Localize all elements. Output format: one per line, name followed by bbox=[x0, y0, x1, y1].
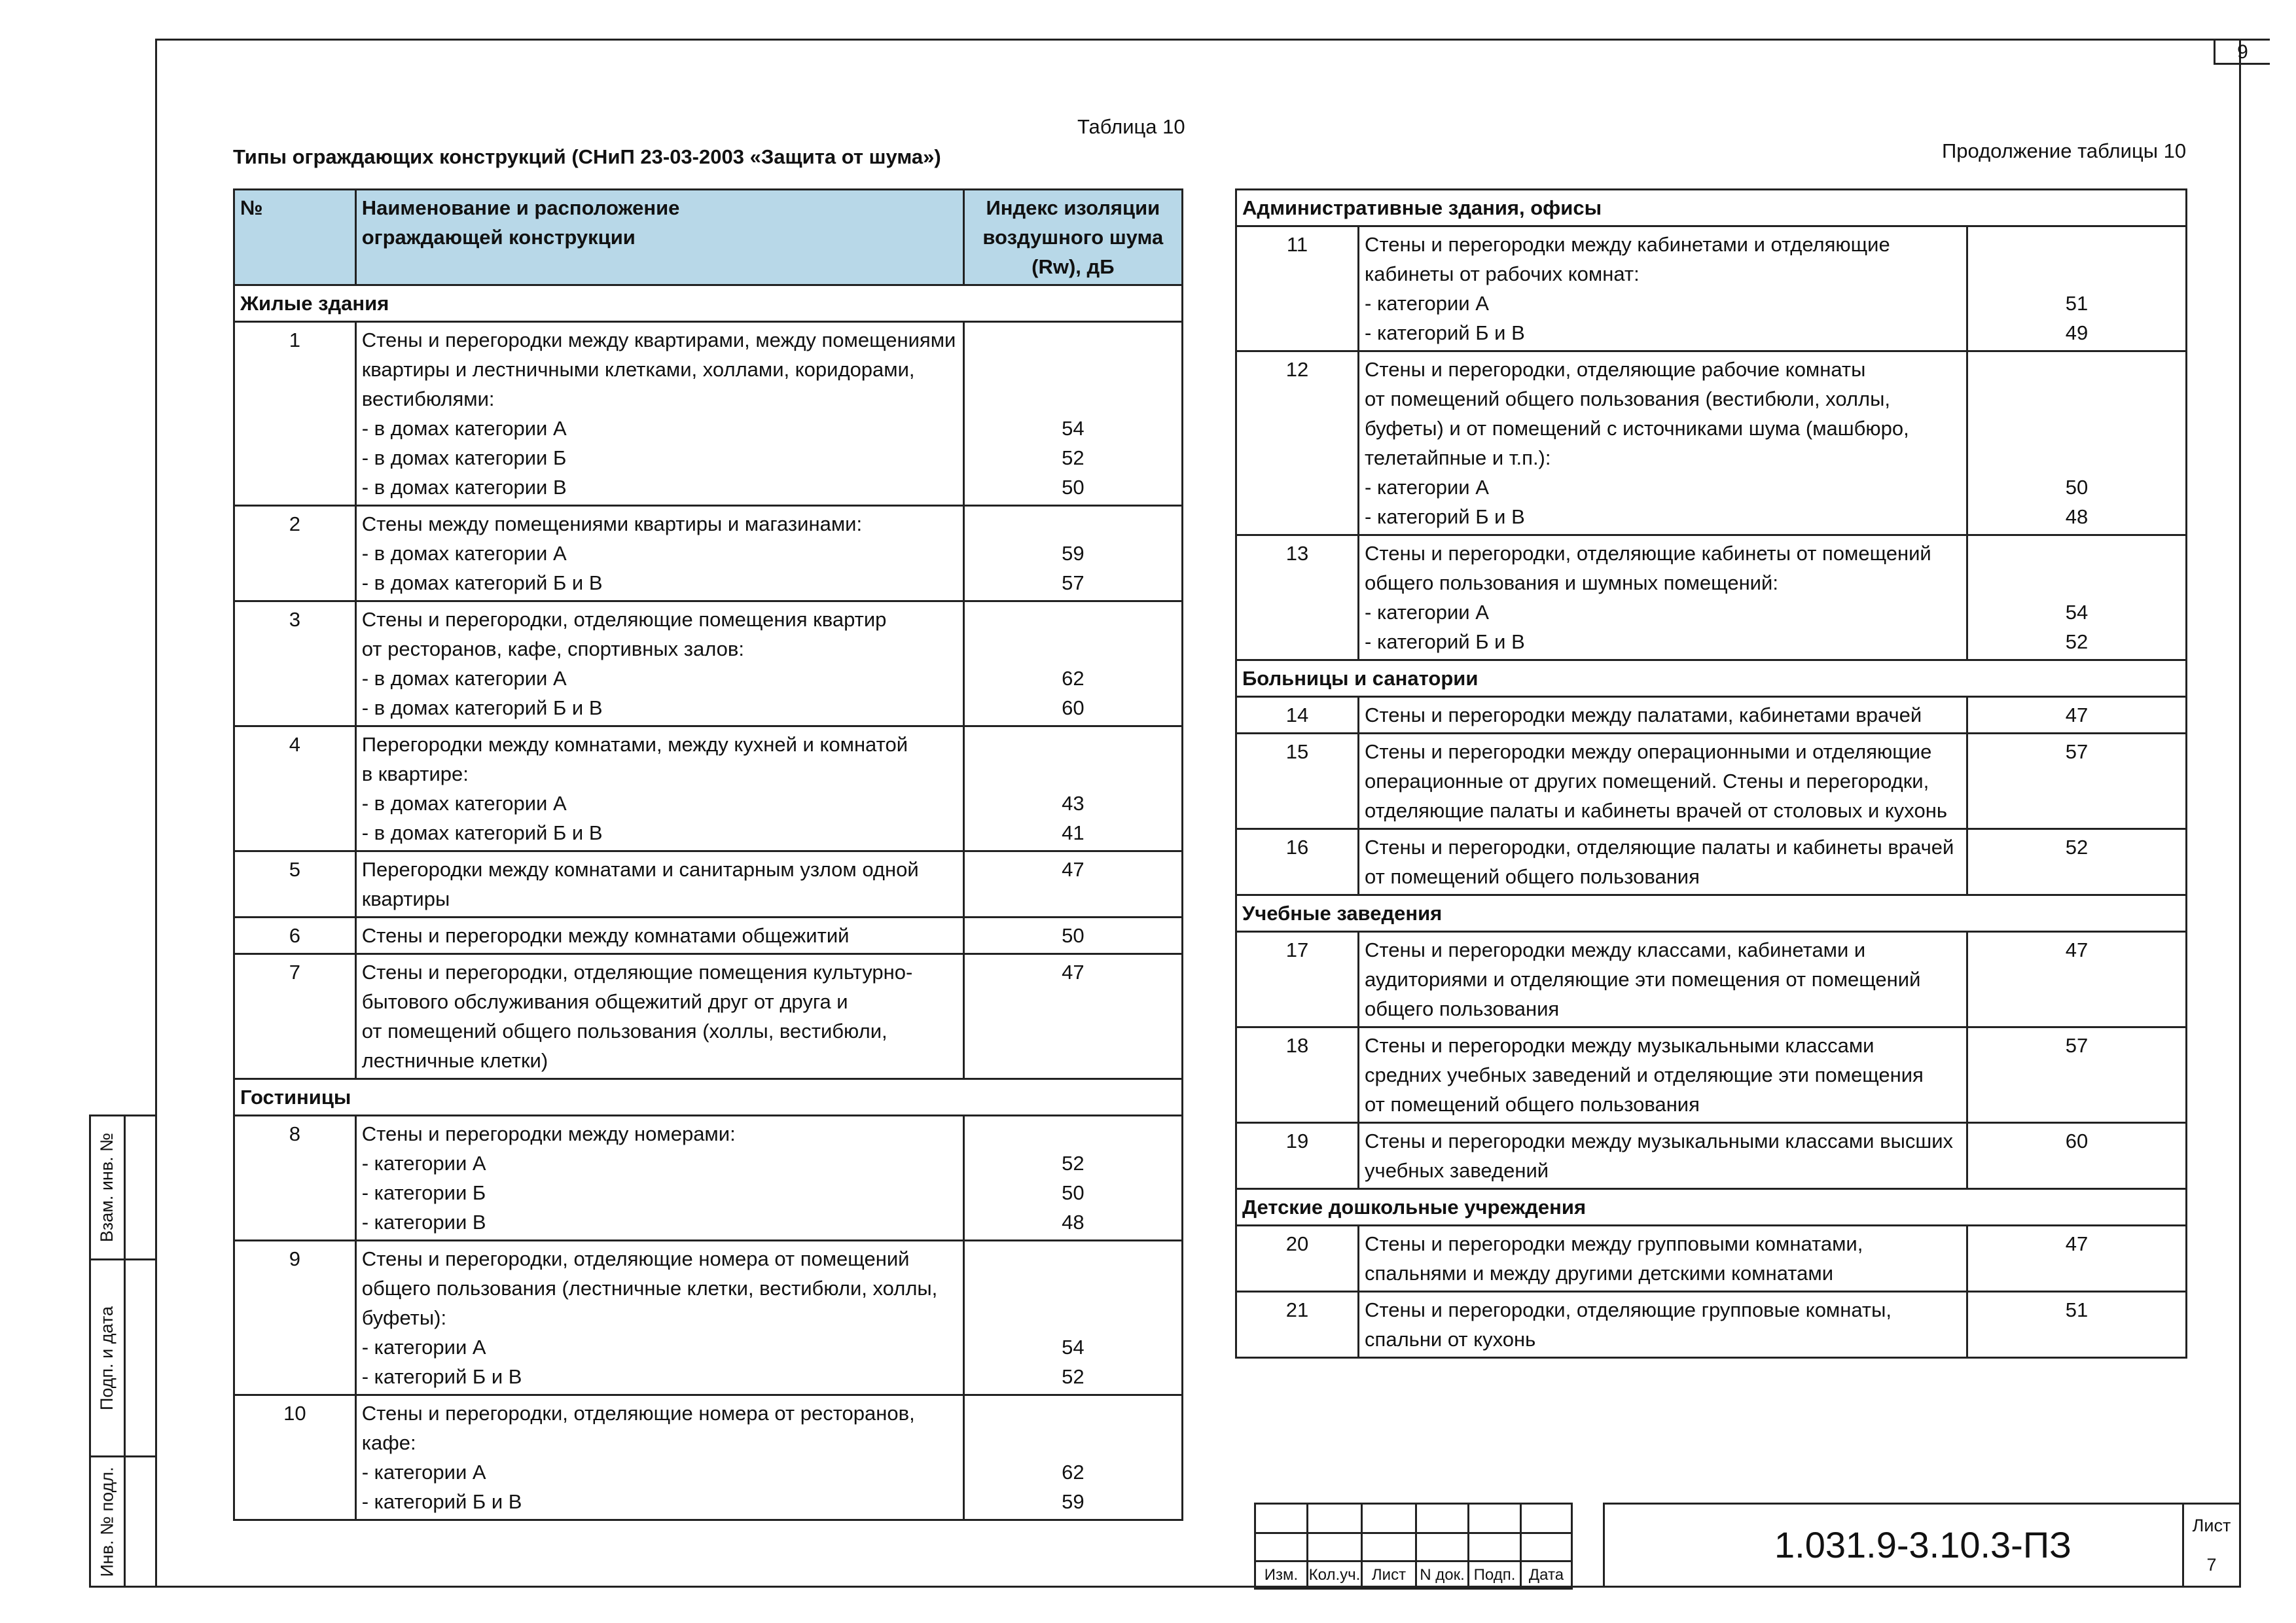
header-row bbox=[234, 190, 1183, 285]
description-line: кабинеты от рабочих комнат: bbox=[1365, 262, 1640, 285]
index-value bbox=[970, 759, 1176, 789]
row-description bbox=[1359, 829, 1967, 895]
description-line: Стены между помещениями квартиры и магазинами: bbox=[361, 512, 863, 535]
table-row bbox=[234, 1395, 1183, 1520]
index-value: 50 bbox=[1062, 1181, 1085, 1204]
noise-table-left bbox=[233, 188, 1183, 1521]
index-value bbox=[1973, 994, 2180, 1024]
row-index-value bbox=[963, 1395, 1182, 1520]
description-line: - в домах категории А bbox=[361, 417, 567, 440]
row-index-value bbox=[963, 954, 1182, 1079]
description-line: телетайпные и т.п.): bbox=[1365, 446, 1551, 469]
noise-table-right bbox=[1235, 188, 2187, 1359]
row-number: 5 bbox=[234, 851, 356, 918]
index-value: 54 bbox=[2065, 601, 2089, 624]
table-row bbox=[1236, 697, 2187, 734]
row-index-value bbox=[1967, 1123, 2186, 1189]
row-number: 9 bbox=[234, 1241, 356, 1395]
row-description bbox=[355, 1241, 963, 1395]
description-line: отделяющие палаты и кабинеты врачей от столовых и кухонь bbox=[1365, 799, 1947, 822]
row-index-value bbox=[963, 1241, 1182, 1395]
index-value: 50 bbox=[1062, 476, 1085, 499]
index-value: 60 bbox=[2065, 1130, 2089, 1152]
index-value: 48 bbox=[1062, 1211, 1085, 1234]
section-row bbox=[1236, 660, 2187, 697]
index-value bbox=[1973, 568, 2180, 597]
row-description bbox=[1359, 226, 1967, 351]
description-line: - в домах категорий Б и В bbox=[361, 571, 603, 594]
description-line: - в домах категорий Б и В bbox=[361, 696, 603, 719]
row-index-value bbox=[963, 726, 1182, 851]
index-value: 47 bbox=[1062, 961, 1085, 984]
title-block-cell bbox=[1415, 1503, 1469, 1534]
row-description bbox=[1359, 1292, 1967, 1358]
description-line: спальни от кухонь bbox=[1365, 1328, 1536, 1351]
table-row bbox=[1236, 1123, 2187, 1189]
description-line: - категории Б bbox=[361, 1181, 486, 1204]
description-line: - категории А bbox=[361, 1336, 486, 1359]
section-title: Больницы и санатории bbox=[1236, 660, 2187, 697]
row-description bbox=[355, 726, 963, 851]
index-value: 50 bbox=[2065, 476, 2089, 499]
section-title: Жилые здания bbox=[234, 285, 1183, 322]
description-line: - категорий Б и В bbox=[361, 1490, 522, 1513]
row-index-value bbox=[1967, 226, 2186, 351]
table-row bbox=[234, 918, 1183, 954]
description-line: Стены и перегородки между классами, кабинетами и bbox=[1365, 938, 1866, 961]
index-value bbox=[970, 1119, 1176, 1149]
index-value: 50 bbox=[1062, 924, 1085, 947]
description-line: - категорий Б и В bbox=[361, 1365, 522, 1388]
index-value bbox=[970, 634, 1176, 664]
description-line: - в домах категории В bbox=[361, 476, 567, 499]
index-value: 59 bbox=[1062, 542, 1085, 565]
index-value bbox=[970, 1244, 1176, 1274]
row-description bbox=[355, 1116, 963, 1241]
table-caption: Таблица 10 bbox=[1077, 115, 1185, 138]
description-line: операционные от других помещений. Стены и перегородки, bbox=[1365, 770, 1929, 793]
index-value bbox=[970, 1303, 1176, 1332]
title-block-label: Дата bbox=[1520, 1560, 1573, 1590]
description-line: спальнями и между другими детскими комнатами bbox=[1365, 1262, 1834, 1285]
row-number: 14 bbox=[1236, 697, 1359, 734]
sheet-label: Лист bbox=[2192, 1516, 2231, 1535]
row-number: 19 bbox=[1236, 1123, 1359, 1189]
table-row bbox=[1236, 734, 2187, 829]
index-value: 47 bbox=[2065, 704, 2089, 726]
description-line: в квартире: bbox=[361, 762, 469, 785]
index-value bbox=[1973, 1258, 2180, 1288]
table-row bbox=[234, 1116, 1183, 1241]
description-line: - категории А bbox=[1365, 476, 1489, 499]
section-title: Детские дошкольные учреждения bbox=[1236, 1189, 2187, 1226]
row-number: 18 bbox=[1236, 1027, 1359, 1123]
description-line: от помещений общего пользования bbox=[1365, 1093, 1700, 1116]
title-block-cell bbox=[1306, 1503, 1363, 1534]
description-line: Стены и перегородки, отделяющие рабочие комнаты bbox=[1365, 358, 1866, 381]
row-number: 10 bbox=[234, 1395, 356, 1520]
table-row bbox=[1236, 1027, 2187, 1123]
title-block-label: Изм. bbox=[1254, 1560, 1308, 1590]
description-line: общего пользования и шумных помещений: bbox=[1365, 571, 1778, 594]
index-value bbox=[1973, 965, 2180, 994]
index-value: 57 bbox=[2065, 740, 2089, 763]
index-value bbox=[970, 1016, 1176, 1046]
row-index-value bbox=[1967, 1292, 2186, 1358]
row-number: 3 bbox=[234, 601, 356, 726]
index-value: 52 bbox=[2065, 630, 2089, 653]
description-line: буфеты): bbox=[361, 1306, 447, 1329]
header-index bbox=[963, 190, 1182, 285]
row-index-value bbox=[1967, 535, 2186, 660]
right-table-body bbox=[1236, 190, 2187, 1358]
title-block bbox=[1254, 1503, 2241, 1588]
index-value: 62 bbox=[1062, 1461, 1085, 1484]
table-row bbox=[234, 1241, 1183, 1395]
description-line: квартиры bbox=[361, 887, 450, 910]
table-row bbox=[234, 601, 1183, 726]
row-description bbox=[1359, 535, 1967, 660]
row-description bbox=[1359, 1123, 1967, 1189]
stamp-podp-data-label: Подп. и дата bbox=[97, 1306, 117, 1410]
row-index-value bbox=[1967, 829, 2186, 895]
row-description bbox=[355, 322, 963, 506]
section-title: Учебные заведения bbox=[1236, 895, 2187, 932]
description-line: от помещений общего пользования (вестибюли, холлы, bbox=[1365, 387, 1890, 410]
row-index-value bbox=[963, 601, 1182, 726]
description-line: Стены и перегородки между комнатами общежитий bbox=[361, 924, 850, 947]
row-description bbox=[1359, 1027, 1967, 1123]
description-line: - в домах категории А bbox=[361, 542, 567, 565]
table-row bbox=[234, 726, 1183, 851]
description-line: Стены и перегородки, отделяющие палаты и кабинеты врачей bbox=[1365, 836, 1954, 859]
title-block-grid bbox=[1254, 1503, 1605, 1588]
row-index-value bbox=[963, 322, 1182, 506]
stamp-podp-data bbox=[89, 1258, 155, 1457]
header-index-line: Индекс изоляции bbox=[986, 196, 1160, 219]
description-line: Стены и перегородки между квартирами, между помещениями bbox=[361, 329, 956, 351]
index-value: 62 bbox=[1062, 667, 1085, 690]
row-index-value bbox=[1967, 932, 2186, 1027]
index-value bbox=[970, 1399, 1176, 1428]
section-row bbox=[234, 285, 1183, 322]
row-index-value bbox=[963, 851, 1182, 918]
description-line: - категории А bbox=[361, 1152, 486, 1175]
row-index-value bbox=[1967, 1226, 2186, 1292]
description-line: - категории А bbox=[1365, 601, 1489, 624]
index-value bbox=[970, 730, 1176, 759]
index-value: 52 bbox=[1062, 1365, 1085, 1388]
sheet-number: 7 bbox=[2206, 1555, 2217, 1575]
row-description bbox=[1359, 734, 1967, 829]
stamp-inv-vzam bbox=[89, 1115, 155, 1260]
description-line: Стены и перегородки, отделяющие номера от ресторанов, bbox=[361, 1402, 915, 1425]
description-line: - категории А bbox=[1365, 292, 1489, 315]
index-value bbox=[1973, 539, 2180, 568]
row-number: 2 bbox=[234, 506, 356, 601]
index-value bbox=[970, 1046, 1176, 1075]
description-line: вестибюлями: bbox=[361, 387, 495, 410]
table-row bbox=[234, 954, 1183, 1079]
index-value bbox=[970, 1274, 1176, 1303]
description-line: Стены и перегородки между операционными и отделяющие bbox=[1365, 740, 1932, 763]
left-table-body bbox=[234, 285, 1183, 1520]
row-number: 15 bbox=[1236, 734, 1359, 829]
index-value: 41 bbox=[1062, 821, 1085, 844]
index-value bbox=[1973, 355, 2180, 384]
index-value bbox=[970, 325, 1176, 355]
description-line: Стены и перегородки между номерами: bbox=[361, 1122, 736, 1145]
row-number: 16 bbox=[1236, 829, 1359, 895]
row-number: 1 bbox=[234, 322, 356, 506]
index-value bbox=[1973, 766, 2180, 796]
index-value bbox=[970, 987, 1176, 1016]
description-line: Стены и перегородки между музыкальными классами высших bbox=[1365, 1130, 1954, 1152]
index-value: 47 bbox=[2065, 1232, 2089, 1255]
index-value bbox=[1973, 259, 2180, 289]
title-block-cell bbox=[1361, 1503, 1417, 1534]
title-block-label: Лист bbox=[1361, 1560, 1417, 1590]
index-value bbox=[1973, 384, 2180, 414]
table-row bbox=[234, 851, 1183, 918]
title-block-cell bbox=[1520, 1532, 1573, 1562]
description-line: Перегородки между комнатами и санитарным узлом одной bbox=[361, 858, 919, 881]
index-value bbox=[1973, 796, 2180, 825]
description-line: - категорий Б и В bbox=[1365, 321, 1525, 344]
table-row bbox=[1236, 1226, 2187, 1292]
row-number: 11 bbox=[1236, 226, 1359, 351]
row-number: 17 bbox=[1236, 932, 1359, 1027]
description-line: Стены и перегородки, отделяющие групповые комнаты, bbox=[1365, 1298, 1892, 1321]
table-row bbox=[1236, 535, 2187, 660]
row-description bbox=[355, 851, 963, 918]
description-line: от помещений общего пользования bbox=[1365, 865, 1700, 888]
title-block-cell bbox=[1415, 1532, 1469, 1562]
section-row bbox=[1236, 190, 2187, 226]
description-line: - в домах категорий Б и В bbox=[361, 821, 603, 844]
description-line: средних учебных заведений и отделяющие эти помещения bbox=[1365, 1063, 1924, 1086]
row-index-value bbox=[963, 506, 1182, 601]
index-value: 57 bbox=[1062, 571, 1085, 594]
title-block-label: N док. bbox=[1415, 1560, 1469, 1590]
header-name-line: ограждающей конструкции bbox=[361, 226, 636, 249]
row-index-value bbox=[963, 918, 1182, 954]
index-value: 52 bbox=[1062, 1152, 1085, 1175]
section-title: Административные здания, офисы bbox=[1236, 190, 2187, 226]
index-value: 49 bbox=[2065, 321, 2089, 344]
index-value bbox=[1973, 1060, 2180, 1090]
row-number: 20 bbox=[1236, 1226, 1359, 1292]
row-description bbox=[355, 506, 963, 601]
stamp-inv-podl bbox=[89, 1455, 155, 1588]
table-row bbox=[1236, 1292, 2187, 1358]
document-code: 1.031.9-3.10.3-ПЗ bbox=[1774, 1524, 2072, 1565]
header-name-line: Наименование и расположение bbox=[361, 196, 680, 219]
index-value bbox=[970, 1428, 1176, 1457]
row-index-value bbox=[1967, 697, 2186, 734]
description-line: аудиториями и отделяющие эти помещения от помещений bbox=[1365, 968, 1921, 991]
description-line: от ресторанов, кафе, спортивных залов: bbox=[361, 637, 744, 660]
description-line: кафе: bbox=[361, 1431, 416, 1454]
top-sheet-number: 9 bbox=[2214, 39, 2270, 65]
header-index-line: (Rw), дБ bbox=[1031, 255, 1115, 278]
description-line: квартиры и лестничными клетками, холлами, коридорами, bbox=[361, 358, 915, 381]
description-line: Стены и перегородки, отделяющие помещения квартир bbox=[361, 608, 887, 631]
title-block-cell bbox=[1467, 1503, 1522, 1534]
continuation-caption: Продолжение таблицы 10 bbox=[1942, 139, 2187, 162]
table-row bbox=[1236, 932, 2187, 1027]
description-line: Перегородки между комнатами, между кухней и комнатой bbox=[361, 733, 908, 756]
stamp-inv-vzam-label: Взам. инв. № bbox=[97, 1132, 117, 1243]
index-value: 43 bbox=[1062, 792, 1085, 815]
description-line: бытового обслуживания общежитий друг от друга и bbox=[361, 990, 848, 1013]
description-line: - категории В bbox=[361, 1211, 486, 1234]
index-value: 54 bbox=[1062, 417, 1085, 440]
title-block-label: Подп. bbox=[1467, 1560, 1522, 1590]
index-value: 52 bbox=[2065, 836, 2089, 859]
description-line: Стены и перегородки, отделяющие номера от помещений bbox=[361, 1247, 910, 1270]
row-number: 4 bbox=[234, 726, 356, 851]
description-line: общего пользования (лестничные клетки, вестибюли, холлы, bbox=[361, 1277, 938, 1300]
table-row bbox=[1236, 351, 2187, 535]
row-index-value bbox=[1967, 734, 2186, 829]
index-value bbox=[970, 355, 1176, 384]
description-line: - в домах категории Б bbox=[361, 446, 567, 469]
table-row bbox=[1236, 829, 2187, 895]
section-row bbox=[1236, 895, 2187, 932]
index-value: 54 bbox=[1062, 1336, 1085, 1359]
index-value bbox=[1973, 862, 2180, 891]
index-value: 51 bbox=[2065, 1298, 2089, 1321]
row-description bbox=[355, 1395, 963, 1520]
table-row bbox=[1236, 226, 2187, 351]
index-value: 48 bbox=[2065, 505, 2089, 528]
row-description bbox=[1359, 1226, 1967, 1292]
index-value bbox=[970, 884, 1176, 914]
title-block-cell bbox=[1306, 1532, 1363, 1562]
row-description bbox=[1359, 351, 1967, 535]
row-number: 8 bbox=[234, 1116, 356, 1241]
row-description bbox=[1359, 697, 1967, 734]
description-line: от помещений общего пользования (холлы, вестибюли, bbox=[361, 1020, 888, 1043]
header-index-line: воздушного шума bbox=[982, 226, 1164, 249]
index-value bbox=[970, 509, 1176, 539]
row-index-value bbox=[963, 1116, 1182, 1241]
row-number: 12 bbox=[1236, 351, 1359, 535]
index-value bbox=[1973, 1090, 2180, 1119]
title-block-cell bbox=[1361, 1532, 1417, 1562]
index-value: 59 bbox=[1062, 1490, 1085, 1513]
index-value: 47 bbox=[1062, 858, 1085, 881]
row-number: 6 bbox=[234, 918, 356, 954]
description-line: лестничные клетки) bbox=[361, 1049, 548, 1072]
header-num: № bbox=[234, 190, 356, 285]
index-value bbox=[1973, 443, 2180, 473]
table-row bbox=[234, 506, 1183, 601]
table-title: Типы ограждающих конструкций (СНиП 23-03-2003 «Защита от шума») bbox=[233, 145, 941, 168]
row-description bbox=[355, 954, 963, 1079]
section-row bbox=[234, 1079, 1183, 1116]
index-value bbox=[1973, 1325, 2180, 1354]
description-line: - категорий Б и В bbox=[1365, 505, 1525, 528]
row-description bbox=[355, 918, 963, 954]
section-row bbox=[1236, 1189, 2187, 1226]
row-index-value bbox=[1967, 1027, 2186, 1123]
index-value: 57 bbox=[2065, 1034, 2089, 1057]
description-line: Стены и перегородки между кабинетами и отделяющие bbox=[1365, 233, 1890, 256]
description-line: Стены и перегородки между палатами, кабинетами врачей bbox=[1365, 704, 1922, 726]
row-description bbox=[355, 601, 963, 726]
index-value: 60 bbox=[1062, 696, 1085, 719]
description-line: - в домах категории А bbox=[361, 792, 567, 815]
title-block-cell bbox=[1254, 1532, 1308, 1562]
description-line: учебных заведений bbox=[1365, 1159, 1549, 1182]
title-block-cell bbox=[1467, 1532, 1522, 1562]
description-line: Стены и перегородки, отделяющие помещения культурно- bbox=[361, 961, 913, 984]
description-line: Стены и перегородки между групповыми комнатами, bbox=[1365, 1232, 1863, 1255]
section-title: Гостиницы bbox=[234, 1079, 1183, 1116]
index-value: 47 bbox=[2065, 938, 2089, 961]
row-description bbox=[1359, 932, 1967, 1027]
header-name bbox=[355, 190, 963, 285]
description-line: Стены и перегородки между музыкальными классами bbox=[1365, 1034, 1874, 1057]
index-value bbox=[1973, 414, 2180, 443]
description-line: общего пользования bbox=[1365, 997, 1560, 1020]
row-number: 7 bbox=[234, 954, 356, 1079]
index-value: 51 bbox=[2065, 292, 2089, 315]
row-number: 13 bbox=[1236, 535, 1359, 660]
title-block-cell bbox=[1520, 1503, 1573, 1534]
description-line: - категорий Б и В bbox=[1365, 630, 1525, 653]
description-line: - категории А bbox=[361, 1461, 486, 1484]
description-line: буфеты) и от помещений с источниками шума (машбюро, bbox=[1365, 417, 1909, 440]
index-value bbox=[970, 384, 1176, 414]
description-line: Стены и перегородки, отделяющие кабинеты от помещений bbox=[1365, 542, 1931, 565]
index-value bbox=[1973, 1156, 2180, 1185]
row-index-value bbox=[1967, 351, 2186, 535]
index-value bbox=[1973, 230, 2180, 259]
stamp-inv-podl-label: Инв. № подл. bbox=[97, 1466, 117, 1577]
index-value: 52 bbox=[1062, 446, 1085, 469]
table-row bbox=[234, 322, 1183, 506]
title-block-label: Кол.уч. bbox=[1306, 1560, 1363, 1590]
row-number: 21 bbox=[1236, 1292, 1359, 1358]
description-line: - в домах категории А bbox=[361, 667, 567, 690]
index-value bbox=[970, 605, 1176, 634]
title-block-cell bbox=[1254, 1503, 1308, 1534]
